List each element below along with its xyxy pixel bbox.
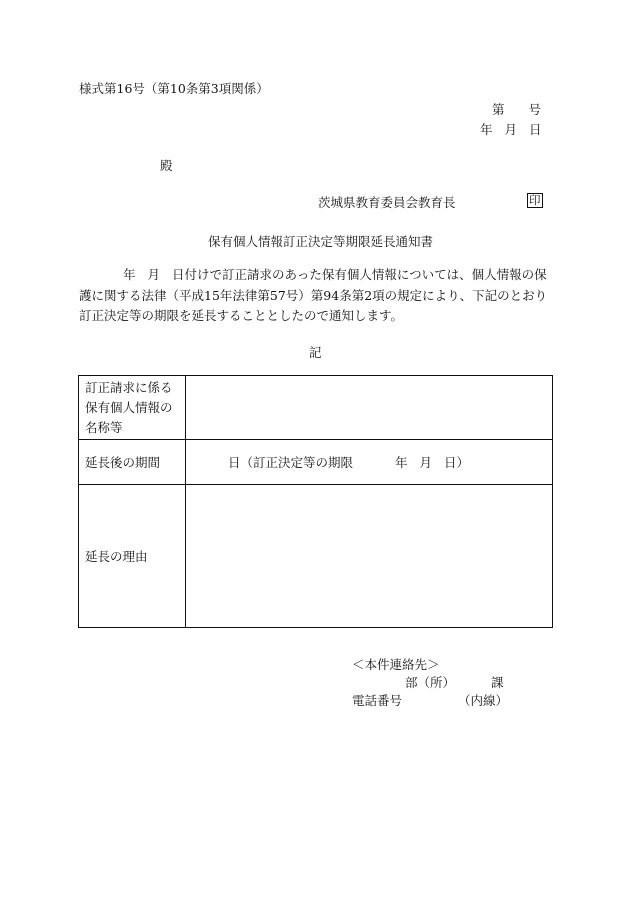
period-nichi: 日（訂正決定等の期限 [228,455,354,470]
row-value-reason [186,485,553,628]
ki-heading: 記 [309,345,322,360]
issuer-title: 茨城県教育委員会教育長 [318,195,456,210]
contact-header: ＜本件連絡先＞ [352,657,440,672]
body-month: 月 [147,267,161,282]
contact-phone-label: 電話番号 [352,693,403,708]
document-title: 保有個人情報訂正決定等期限延長通知書 [208,234,434,249]
period-month: 月 [419,455,433,470]
doc-number-gou: 号 [528,102,542,117]
seal-mark [527,192,543,208]
body-paragraph [79,265,552,327]
date-day: 日 [529,122,542,137]
period-day: 日） [444,455,470,470]
contact-dept [405,673,504,691]
row-value-period [186,440,553,485]
table-row [79,376,553,440]
form-number: 様式第16号（第10条第3項関係） [79,81,269,96]
row-label-period: 延長後の期間 [79,440,186,485]
row-value-name [186,376,553,440]
row-label-name: 訂正請求に係る保有個人情報の名称等 [79,376,186,440]
body-year: 年 [123,267,136,282]
doc-number-dai: 第 [492,102,505,117]
table-row [79,485,553,628]
date-line [480,120,542,138]
period-year: 年 [395,455,408,470]
date-year: 年 [480,122,493,137]
row-label-reason: 延長の理由 [79,485,186,628]
document-number-label [492,100,541,118]
table-row [79,440,553,485]
date-month: 月 [504,122,518,137]
contact-phone [352,691,508,709]
seal-icon: 印 [529,193,541,207]
body-text: 日付けで訂正請求のあった保有個人情報については、個人情報の保護に関する法律（平成15年法律第57号）第94条第2項の規定により、下記のとおり訂正決定等の期限を延長することとしたので通知します。 [79,267,548,323]
notice-table [78,375,553,628]
contact-extension-label: （内線） [458,693,509,708]
addressee-suffix: 殿 [160,158,173,173]
contact-dept-label: 部（所） [405,675,456,690]
contact-section-label: 課 [491,675,504,690]
